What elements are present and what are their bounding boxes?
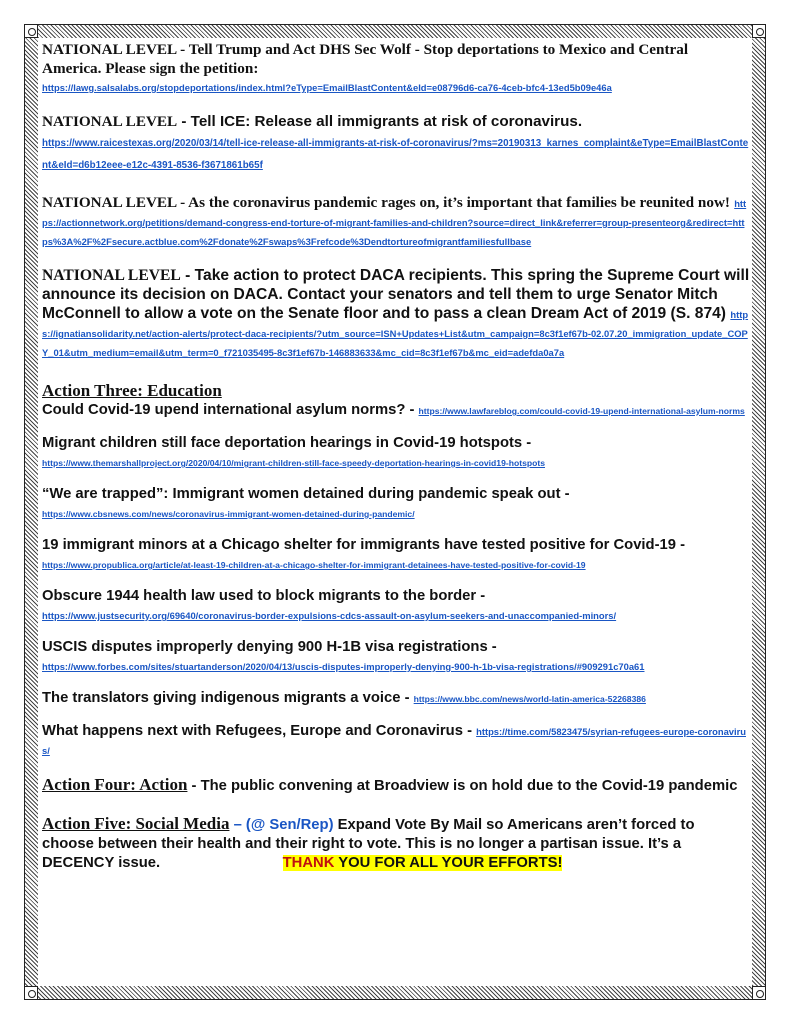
national-item (42, 193, 750, 250)
national-level-label: NATIONAL LEVEL (42, 113, 178, 130)
section-title: Action Three: Education (42, 381, 222, 400)
article-item: Could Covid-19 upend international asylum norms? - https://www.lawfareblog.com/could-covid-19-upend-international-asylum-norms (42, 402, 745, 418)
national-item (42, 266, 750, 361)
article-link[interactable]: https://www.lawfareblog.com/could-covid-19-upend-international-asylum-norms (418, 406, 745, 416)
article-item (42, 434, 750, 471)
action-four-section (42, 775, 750, 796)
ignatian-link[interactable]: https://ignatiansolidarity.net/action-alerts/protect-daca-recipients/?utm_source=ISN+Updates+List&utm_campaign=8c3f1ef67b-02.07.20_immigration_update_COPY_01&utm_medium=email&utm_term=0_f721035495-8c3f1ef67b-146883633&mc_cid=8c3f1ef67b&mc_eid=adefda0a7a (42, 309, 749, 358)
thanks-highlight: THANK (282, 855, 335, 871)
national-item-text: - As the coronavirus pandemic rages on, it’s important that families be reunited now! (176, 194, 730, 211)
dash: – (229, 817, 246, 833)
article-title: Could Covid-19 upend international asylum norms? (42, 402, 406, 418)
thanks-highlight: YOU FOR ALL YOUR EFFORTS! (334, 855, 563, 871)
article-item (42, 638, 750, 675)
raices-link[interactable]: https://www.raicestexas.org/2020/03/14/tell-ice-release-all-immigrants-at-risk-of-coronavirus/?ms=20190313_karnes_complaint&eType=EmailBlastContent&eId=d6b12eee-e12c-4391-8536-f3671861b65f (42, 138, 749, 171)
article-title: The translators giving indigenous migrants a voice (42, 690, 401, 706)
national-level-label: NATIONAL LEVEL (42, 194, 177, 211)
document-body (42, 40, 750, 889)
article-title: “We are trapped”: Immigrant women detained during pandemic speak out - (42, 486, 570, 502)
article-item (42, 485, 750, 522)
petition-link[interactable]: https://lawg.salsalabs.org/stopdeportations/index.html?eType=EmailBlastContent&eId=e08796d6-ca76-4ceb-bfc4-13ed5b09e46a (42, 82, 612, 93)
article-link[interactable]: https://www.themarshallproject.org/2020/04/10/migrant-children-still-face-speedy-deportation-hearings-in-covid19-hotspots (42, 458, 545, 468)
actionnetwork-link[interactable]: https://actionnetwork.org/petitions/demand-congress-end-torture-of-migrant-families-and-children?source=direct_link&referrer=group-presenteorg&redirect=https%3A%2F%2Fsecure.actblue.com%2Fdonate%2Fswaps%3Frefcode%3Dendtortureofmigrantfamiliesfullbase (42, 198, 747, 247)
border-corner-ornament (752, 986, 766, 1000)
article-item: What happens next with Refugees, Europe and Coronavirus - https://time.com/5823475/syrian-refugees-europe-coronavirus/ (42, 723, 746, 756)
action-five-text: Expand Vote By Mail so Americans aren’t forced to choose between their health and their right to vote. This is no longer a partisan issue. It’s a DECENCY issue. (42, 817, 695, 871)
action-four-text: - The public convening at Broadview is on hold due to the Covid-19 pandemic (187, 778, 738, 794)
article-title: Obscure 1944 health law used to block migrants to the border - (42, 588, 486, 604)
national-level-label: NATIONAL LEVEL (42, 41, 177, 58)
education-section (42, 381, 750, 759)
national-item (42, 40, 750, 96)
action-five-section (42, 814, 750, 873)
article-link[interactable]: https://www.justsecurity.org/69640/coronavirus-border-expulsions-cdcs-assault-on-asylum-seekers-and-unaccompanied-minors/ (42, 610, 617, 621)
national-item (42, 112, 750, 177)
border-corner-ornament (24, 986, 38, 1000)
article-title: What happens next with Refugees, Europe and Coronavirus (42, 723, 463, 739)
mention-tag: (@ Sen/Rep) (245, 817, 334, 833)
article-link[interactable]: https://time.com/5823475/syrian-refugees-europe-coronavirus/ (42, 726, 746, 756)
article-link[interactable]: https://www.forbes.com/sites/stuartanderson/2020/04/13/uscis-disputes-improperly-denying-900-h-1b-visa-registrations/#909291c70a61 (42, 661, 645, 672)
article-title: Migrant children still face deportation hearings in Covid-19 hotspots - (42, 435, 532, 451)
border-corner-ornament (752, 24, 766, 38)
article-link[interactable]: https://www.bbc.com/news/world-latin-america-52268386 (413, 694, 646, 704)
national-level-label: NATIONAL LEVEL (42, 267, 181, 284)
national-item-text: - Take action to protect DACA recipients. This spring the Supreme Court will announce its decision on DACA. Contact your senators and tell them to urge Senator Mitch McConnell to allow a vote on the Senate floor and to pass a clean Dream Act of 2019 (S. 874) (42, 267, 750, 322)
article-title: USCIS disputes improperly denying 900 H-1B visa registrations - (42, 639, 497, 655)
section-title: Action Five: Social Media (42, 814, 230, 833)
article-title: 19 immigrant minors at a Chicago shelter for immigrants have tested positive for Covid-19 - (42, 537, 685, 553)
article-link[interactable]: https://www.propublica.org/article/at-least-19-children-at-a-chicago-shelter-for-immigrant-detainees-have-tested-positive-for-covid-19 (42, 560, 586, 570)
article-item: The translators giving indigenous migrants a voice - https://www.bbc.com/news/world-latin-america-52268386 (42, 690, 646, 706)
article-item (42, 536, 750, 573)
article-item (42, 587, 750, 624)
section-title: Action Four: Action (42, 775, 188, 794)
national-item-text: - Tell ICE: Release all immigrants at risk of coronavirus. (177, 113, 583, 130)
article-link[interactable]: https://www.cbsnews.com/news/coronavirus-immigrant-women-detained-during-pandemic/ (42, 509, 415, 519)
border-corner-ornament (24, 24, 38, 38)
national-item-text: - Tell Trump and Act DHS Sec Wolf - Stop deportations to Mexico and Central America. Please sign the petition: (42, 41, 689, 77)
